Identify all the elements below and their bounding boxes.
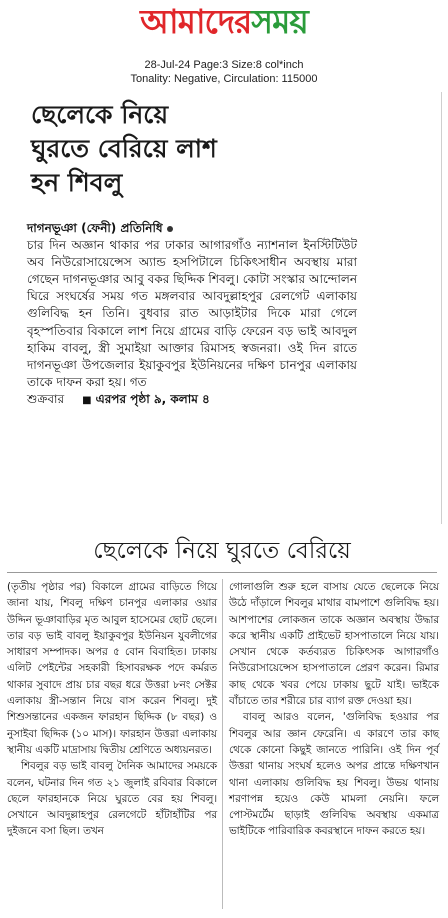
bullet-icon: [167, 226, 173, 232]
headline-line-2: ঘুরতে বেরিয়ে লাশ: [31, 134, 217, 163]
left-paragraph-1: (তৃতীয় পৃষ্ঠার পর) বিকালে গ্রামের বাড়িতে গিয়ে জানা যায়, শিবলু দক্ষিণ চানপুর এলাকার ওয়ার উদ্দিন ভূঞাবাড়ির মৃত আবুল হাসেমের ছোট ছেলে। তার বড় ভাই বাবলু ইয়াকুবপুর ইউনিয়ন যুবলীগের সাধারণ সম্পাদক। অপর ৫ বোন বিবাহিত। ঢাকায় এলিট পেইন্টের সহকারী হিসাবরক্ষক পদে কর্মরত থাকার সুবাদে প্রায় চার বছর ধরে উত্তরা ৮নং সেক্টর এলাকায় স্ত্রী-সন্তান নিয়ে বাস করেন শিবলু। দুই শিশুসন্তানের একজন ফারহান ছিদ্দিক (৮ বছর) ও নুসাইবা ছিদ্দিক (১০ মাস)। ফারহান উত্তরা এলাকায় স্থানীয় একটি মাদ্রাসায় দ্বিতীয় শ্রেণিতে অধ্যয়নরত।: [7, 581, 217, 756]
left-paragraph-2: শিবলুর বড় ভাই বাবলু দৈনিক আমাদের সময়কে বলেন, ঘটনার দিন গত ২১ জুলাই রবিবার বিকালে ছেলে ফারহানকে নিয়ে ঘুরতে বের হয় শিবলু। সেখানে আবদুল্লাহপুর রেলগেটে হাঁটাহাঁটির পর দুইজনে বসা ছিল। তখন: [7, 760, 217, 838]
newspaper-masthead: [0, 2, 448, 44]
logo-part-2: সময়: [251, 2, 308, 41]
byline: দাগনভূঞা (ফেনী) প্রতিনিধি: [27, 221, 163, 235]
headline-rule: [7, 572, 437, 573]
continuation-headline: ছেলেকে নিয়ে ঘুরতে বেরিয়ে: [93, 538, 351, 564]
clip-meta-line-1: 28-Jul-24 Page:3 Size:8 col*inch: [144, 59, 304, 71]
right-paragraph-2: বাবলু আরও বলেন, 'গুলিবিদ্ধ হওয়ার পর শিবলুর আর জ্ঞান ফেরেনি। এ কারণে তার কাছ থেকে কোনো কিছুই জানতে পারিনি। ওই দিন পূর্ব উত্তরা থানায় সংঘর্ষ হলেও অপর প্রান্তে দক্ষিণখান থানা এলাকায় গুলিবিদ্ধ হয় শিবলু। উভয় থানায় শরণাপন্ন হয়েও কেউ মামলা নেয়নি। ফলে পোস্টমর্টেম ছাড়াই গুলিবিদ্ধ অবস্থায় একমাত্র ভাইটিকে পারিবারিক কবরস্থানে দাফন করতে হয়।: [229, 711, 439, 838]
article-headline: [31, 98, 371, 200]
logo-part-1: আমাদের: [140, 2, 252, 41]
headline-line-1: ছেলেকে নিয়ে: [31, 100, 169, 129]
last-word: শুক্রবার: [27, 391, 65, 406]
article-clip: [3, 92, 442, 524]
column-divider: [222, 579, 223, 909]
article-body: [27, 220, 357, 409]
continuation-right-column: [229, 579, 439, 840]
continuation-left-column: [7, 579, 217, 840]
continuation-clip: [3, 532, 441, 918]
byline-row: [27, 220, 357, 237]
article-text: চার দিন অজ্ঞান থাকার পর ঢাকার আগারগাঁও ন্যাশনাল ইনস্টিটিউট অব নিউরোসায়েন্সেস অ্যান্ড হসপিটালে চিকিৎসাধীন অবস্থায় মারা গেছেন দাগনভূঞার আবু বকর ছিদ্দিক শিবলু। কোটা সংস্কার আন্দোলন ঘিরে সংঘর্ষের সময় গত মঙ্গলবার আবদুল্লাহপুর রেলগেট এলাকায় গুলিবিদ্ধ হন তিনি। বুধবার রাত আড়াইটার দিকে মারা গেলে বৃহস্পতিবার বিকালে লাশ নিয়ে গ্রামের বাড়ি ফেরেন বড় ভাই আবদুল হাকিম বাবলু, স্ত্রী সুমাইয়া আক্তার রিমাসহ স্বজনরা। ওই দিন রাতে দাগনভূঞা উপজেলার ইয়াকুবপুর ইউনিয়নের দক্ষিণ চানপুর এলাকায় তাকে দাফন করা হয়। গত: [27, 238, 357, 389]
right-paragraph-1: গোলাগুলি শুরু হলে বাসায় যেতে ছেলেকে নিয়ে উঠে দাঁড়ালে শিবলুর মাথার বামপাশে গুলিবিদ্ধ হয়। আশপাশের লোকজন তাকে অজ্ঞান অবস্থায় উদ্ধার করে স্থানীয় একটি প্রাইভেট হাসপাতালে নিয়ে যায়। সেখান থেকে কর্তব্যরত চিকিৎসক আগারগাঁও নিউরোসায়েন্সেস হাসপাতালে প্রেরণ করেন। রিমার কাছ থেকে খবর পেয়ে ঢাকায় ছুটে যাই। ভাইকে বাঁচাতে তার শরীরে চার ব্যাগ রক্ত দেওয়া হয়।: [229, 581, 439, 708]
jump-row: [27, 391, 357, 409]
headline-line-3: হন শিবলু: [31, 168, 123, 197]
clip-meta-line-2: Tonality: Negative, Circulation: 115000: [130, 73, 318, 85]
newspaper-logo: [140, 2, 308, 42]
jump-line: এরপর পৃষ্ঠা ৯, কলাম ৪: [95, 391, 210, 406]
pointer-right-icon: ■: [82, 394, 92, 406]
